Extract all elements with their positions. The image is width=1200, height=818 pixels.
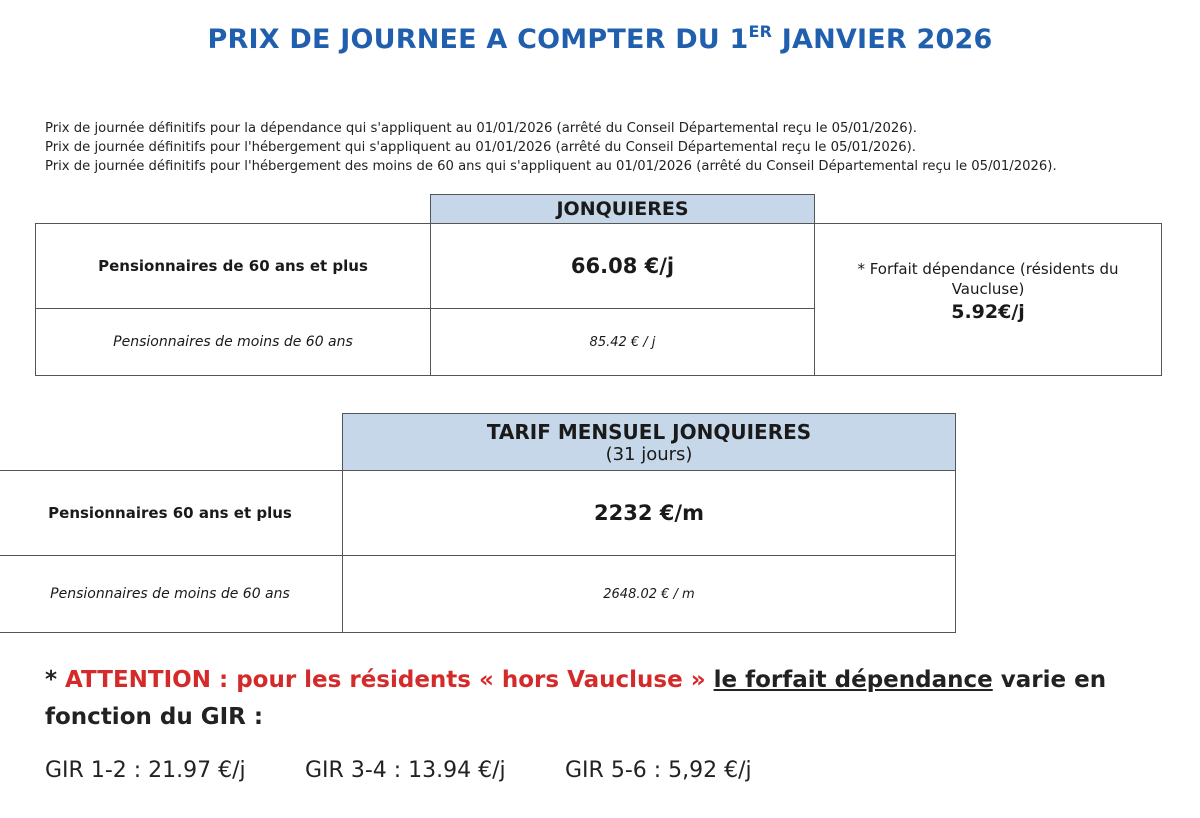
monthly-header-subtitle: (31 jours) [605,443,693,465]
forfait-cell [814,223,1162,376]
monthly-row-value: 2648.02 € / m [342,555,956,633]
daily-table-header: JONQUIERES [430,194,815,224]
monthly-row-label: Pensionnaires 60 ans et plus [0,470,343,556]
title-superscript: ER [748,22,773,41]
gir-3-4: GIR 3-4 : 13.94 €/j [305,758,506,783]
attention-note [45,662,1175,736]
attention-underlined: le forfait dépendance [713,667,993,693]
note-line: Prix de journée définitifs pour l'hébergement qui s'appliquent au 01/01/2026 (arrêté du Conseil Départemental reçu le 05/01/2026). [45,140,916,155]
daily-row-label: Pensionnaires de 60 ans et plus [35,223,431,309]
page-title [0,22,1200,55]
note-line: Prix de journée définitifs pour la dépendance qui s'appliquent au 01/01/2026 (arrêté du Conseil Départemental reçu le 05/01/2026). [45,121,917,136]
notes-block [45,119,1057,176]
monthly-header-title: TARIF MENSUEL JONQUIERES [486,419,812,444]
daily-row-value: 66.08 €/j [430,223,815,309]
attention-warning: ATTENTION : pour les résidents « hors Vaucluse » [65,667,706,693]
title-end: JANVIER 2026 [772,24,993,55]
gir-1-2: GIR 1-2 : 21.97 €/j [45,758,246,783]
attention-star: * [45,667,66,693]
monthly-row-label: Pensionnaires de moins de 60 ans [0,555,343,633]
monthly-table-header [342,413,956,471]
title-main: PRIX DE JOURNEE A COMPTER DU 1 [207,24,749,55]
attention-rest: varie en fonction du GIR : [45,667,1107,730]
forfait-value: 5.92€/j [951,300,1025,323]
daily-row-label: Pensionnaires de moins de 60 ans [35,308,431,376]
monthly-row-value: 2232 €/m [342,470,956,556]
note-line: Prix de journée définitifs pour l'hébergement des moins de 60 ans qui s'appliquent au 01/01/2026 (arrêté du Conseil Départemental reçu le 05/01/2026). [45,159,1057,174]
gir-5-6: GIR 5-6 : 5,92 €/j [565,758,752,783]
forfait-label: * Forfait dépendance (résidents du Vaucluse) [857,259,1119,298]
daily-row-value: 85.42 € / j [430,308,815,376]
